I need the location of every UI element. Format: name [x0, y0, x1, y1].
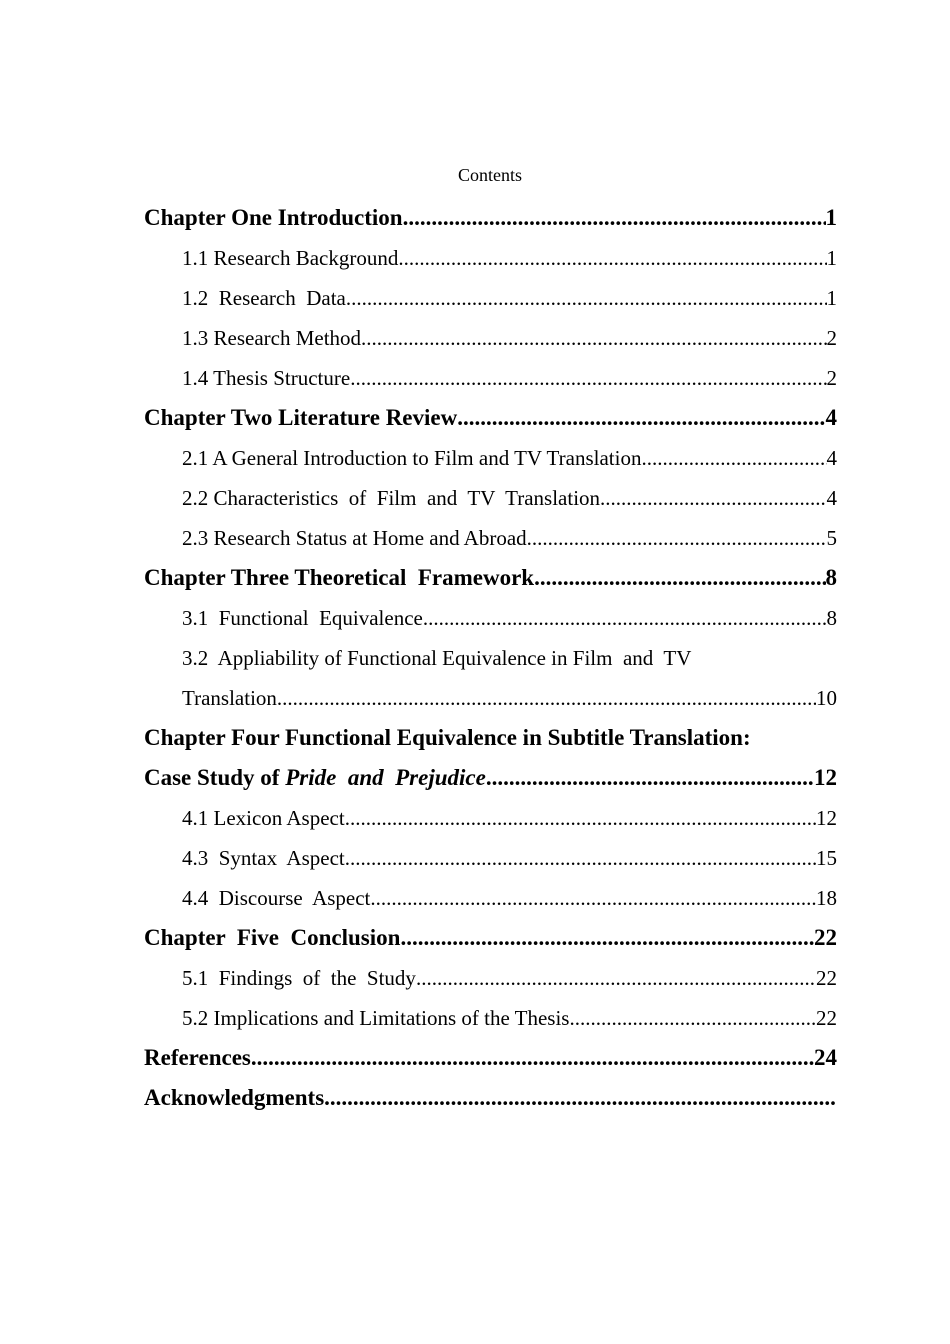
toc-entry-title: References — [144, 1045, 251, 1070]
toc-entry-page: 10 — [816, 686, 837, 710]
toc-entry-references[interactable] — [144, 1038, 837, 1078]
toc-entry-page: 12 — [816, 806, 837, 830]
toc-entry-1-3[interactable] — [144, 318, 837, 358]
toc-entry-title: 2.2 Characteristics of Film and TV Translation — [182, 486, 601, 510]
toc-entry-page: 2 — [826, 326, 837, 350]
toc-entry-chapter-three[interactable] — [144, 558, 837, 598]
toc-entry-title-continued — [144, 758, 486, 798]
toc-entry-title: 2.1 A General Introduction to Film and TV Translation — [182, 446, 642, 470]
toc-entry-title: Chapter Four Functional Equivalence in Subtitle Translation: — [144, 725, 751, 750]
toc-entry-acknowledgments[interactable] — [144, 1078, 837, 1118]
dot-leader — [534, 558, 825, 598]
toc-entry-title: Chapter Three Theoretical Framework — [144, 565, 535, 590]
toc-entry-chapter-one[interactable] — [144, 198, 837, 238]
toc-entry-page: 18 — [816, 886, 837, 910]
toc-entry-title: 4.4 Discourse Aspect — [182, 886, 371, 910]
toc-entry-title: Chapter Five Conclusion — [144, 925, 401, 950]
toc-entry-chapter-four-line1[interactable] — [144, 718, 837, 758]
toc-entry-page: 12 — [814, 765, 837, 790]
dot-leader — [345, 838, 816, 878]
toc-entry-4-4[interactable] — [144, 878, 837, 918]
dot-leader — [370, 878, 816, 918]
book-title: Pride and Prejudice — [285, 765, 486, 790]
toc-entry-chapter-four-line2[interactable] — [144, 758, 837, 798]
toc-entry-page: 4 — [826, 486, 837, 510]
toc-entry-page: 4 — [825, 405, 837, 430]
toc-entry-page: 4 — [826, 446, 837, 470]
toc-entry-page: 2 — [826, 366, 837, 390]
toc-entry-title: Chapter Two Literature Review — [144, 405, 458, 430]
toc-entry-title: 1.3 Research Method — [182, 326, 362, 350]
toc-entry-title: 4.1 Lexicon Aspect — [182, 806, 345, 830]
toc-entry-title: 3.2 Appliability of Functional Equivalence in Film and TV — [182, 646, 692, 670]
toc-entry-2-2[interactable] — [144, 478, 837, 518]
toc-entry-page: 5 — [826, 526, 837, 550]
toc-entry-title: 5.1 Findings of the Study — [182, 966, 416, 990]
toc-entry-page: 24 — [814, 1045, 837, 1070]
dot-leader — [569, 998, 816, 1038]
dot-leader — [600, 478, 826, 518]
toc-entry-1-4[interactable] — [144, 358, 837, 398]
dot-leader — [416, 958, 816, 998]
toc-entry-title: 1.1 Research Background — [182, 246, 399, 270]
toc-entry-page: 15 — [816, 846, 837, 870]
toc-entry-title-continued: Translation — [182, 686, 277, 710]
dot-leader — [350, 358, 826, 398]
toc-entry-title: 2.3 Research Status at Home and Abroad — [182, 526, 527, 550]
toc-entry-title: 5.2 Implications and Limitations of the Thesis — [182, 1006, 570, 1030]
dot-leader — [400, 918, 814, 958]
dot-leader — [403, 198, 826, 238]
toc-entry-1-1[interactable] — [144, 238, 837, 278]
toc-entry-page: 1 — [826, 246, 837, 270]
toc-entry-4-3[interactable] — [144, 838, 837, 878]
toc-entry-page: 22 — [816, 966, 837, 990]
toc-entry-4-1[interactable] — [144, 798, 837, 838]
toc-entry-2-3[interactable] — [144, 518, 837, 558]
toc-entry-title: 3.1 Functional Equivalence — [182, 606, 423, 630]
dot-leader — [324, 1078, 835, 1118]
dot-leader — [345, 798, 816, 838]
dot-leader — [527, 518, 827, 558]
toc-entry-page: 1 — [825, 205, 837, 230]
toc-entry-chapter-two[interactable] — [144, 398, 837, 438]
dot-leader — [346, 278, 827, 318]
dot-leader — [251, 1038, 814, 1078]
toc-entry-page: 22 — [814, 925, 837, 950]
table-of-contents — [144, 198, 837, 1118]
dot-leader — [641, 438, 826, 478]
toc-entry-title: Acknowledgments — [144, 1085, 325, 1110]
toc-entry-title: 1.4 Thesis Structure — [182, 366, 351, 390]
toc-entry-title-prefix: Case Study of — [144, 765, 286, 790]
dot-leader — [486, 758, 814, 798]
toc-entry-5-2[interactable] — [144, 998, 837, 1038]
toc-entry-3-2-line2[interactable] — [144, 678, 837, 718]
contents-heading: Contents — [457, 165, 522, 185]
dot-leader — [361, 318, 826, 358]
toc-entry-3-1[interactable] — [144, 598, 837, 638]
dot-leader — [398, 238, 826, 278]
toc-entry-page: 1 — [826, 286, 837, 310]
toc-entry-title: 4.3 Syntax Aspect — [182, 846, 345, 870]
toc-entry-page: 8 — [825, 565, 837, 590]
toc-entry-3-2-line1[interactable] — [144, 638, 837, 678]
toc-entry-chapter-five[interactable] — [144, 918, 837, 958]
toc-entry-2-1[interactable] — [144, 438, 837, 478]
dot-leader — [277, 678, 816, 718]
dot-leader — [457, 398, 825, 438]
toc-entry-page: 8 — [826, 606, 837, 630]
toc-entry-title: Chapter One Introduction — [144, 205, 403, 230]
toc-entry-1-2[interactable] — [144, 278, 837, 318]
toc-entry-5-1[interactable] — [144, 958, 837, 998]
dot-leader — [423, 598, 827, 638]
toc-entry-title: 1.2 Research Data — [182, 286, 346, 310]
toc-entry-page: 22 — [816, 1006, 837, 1030]
